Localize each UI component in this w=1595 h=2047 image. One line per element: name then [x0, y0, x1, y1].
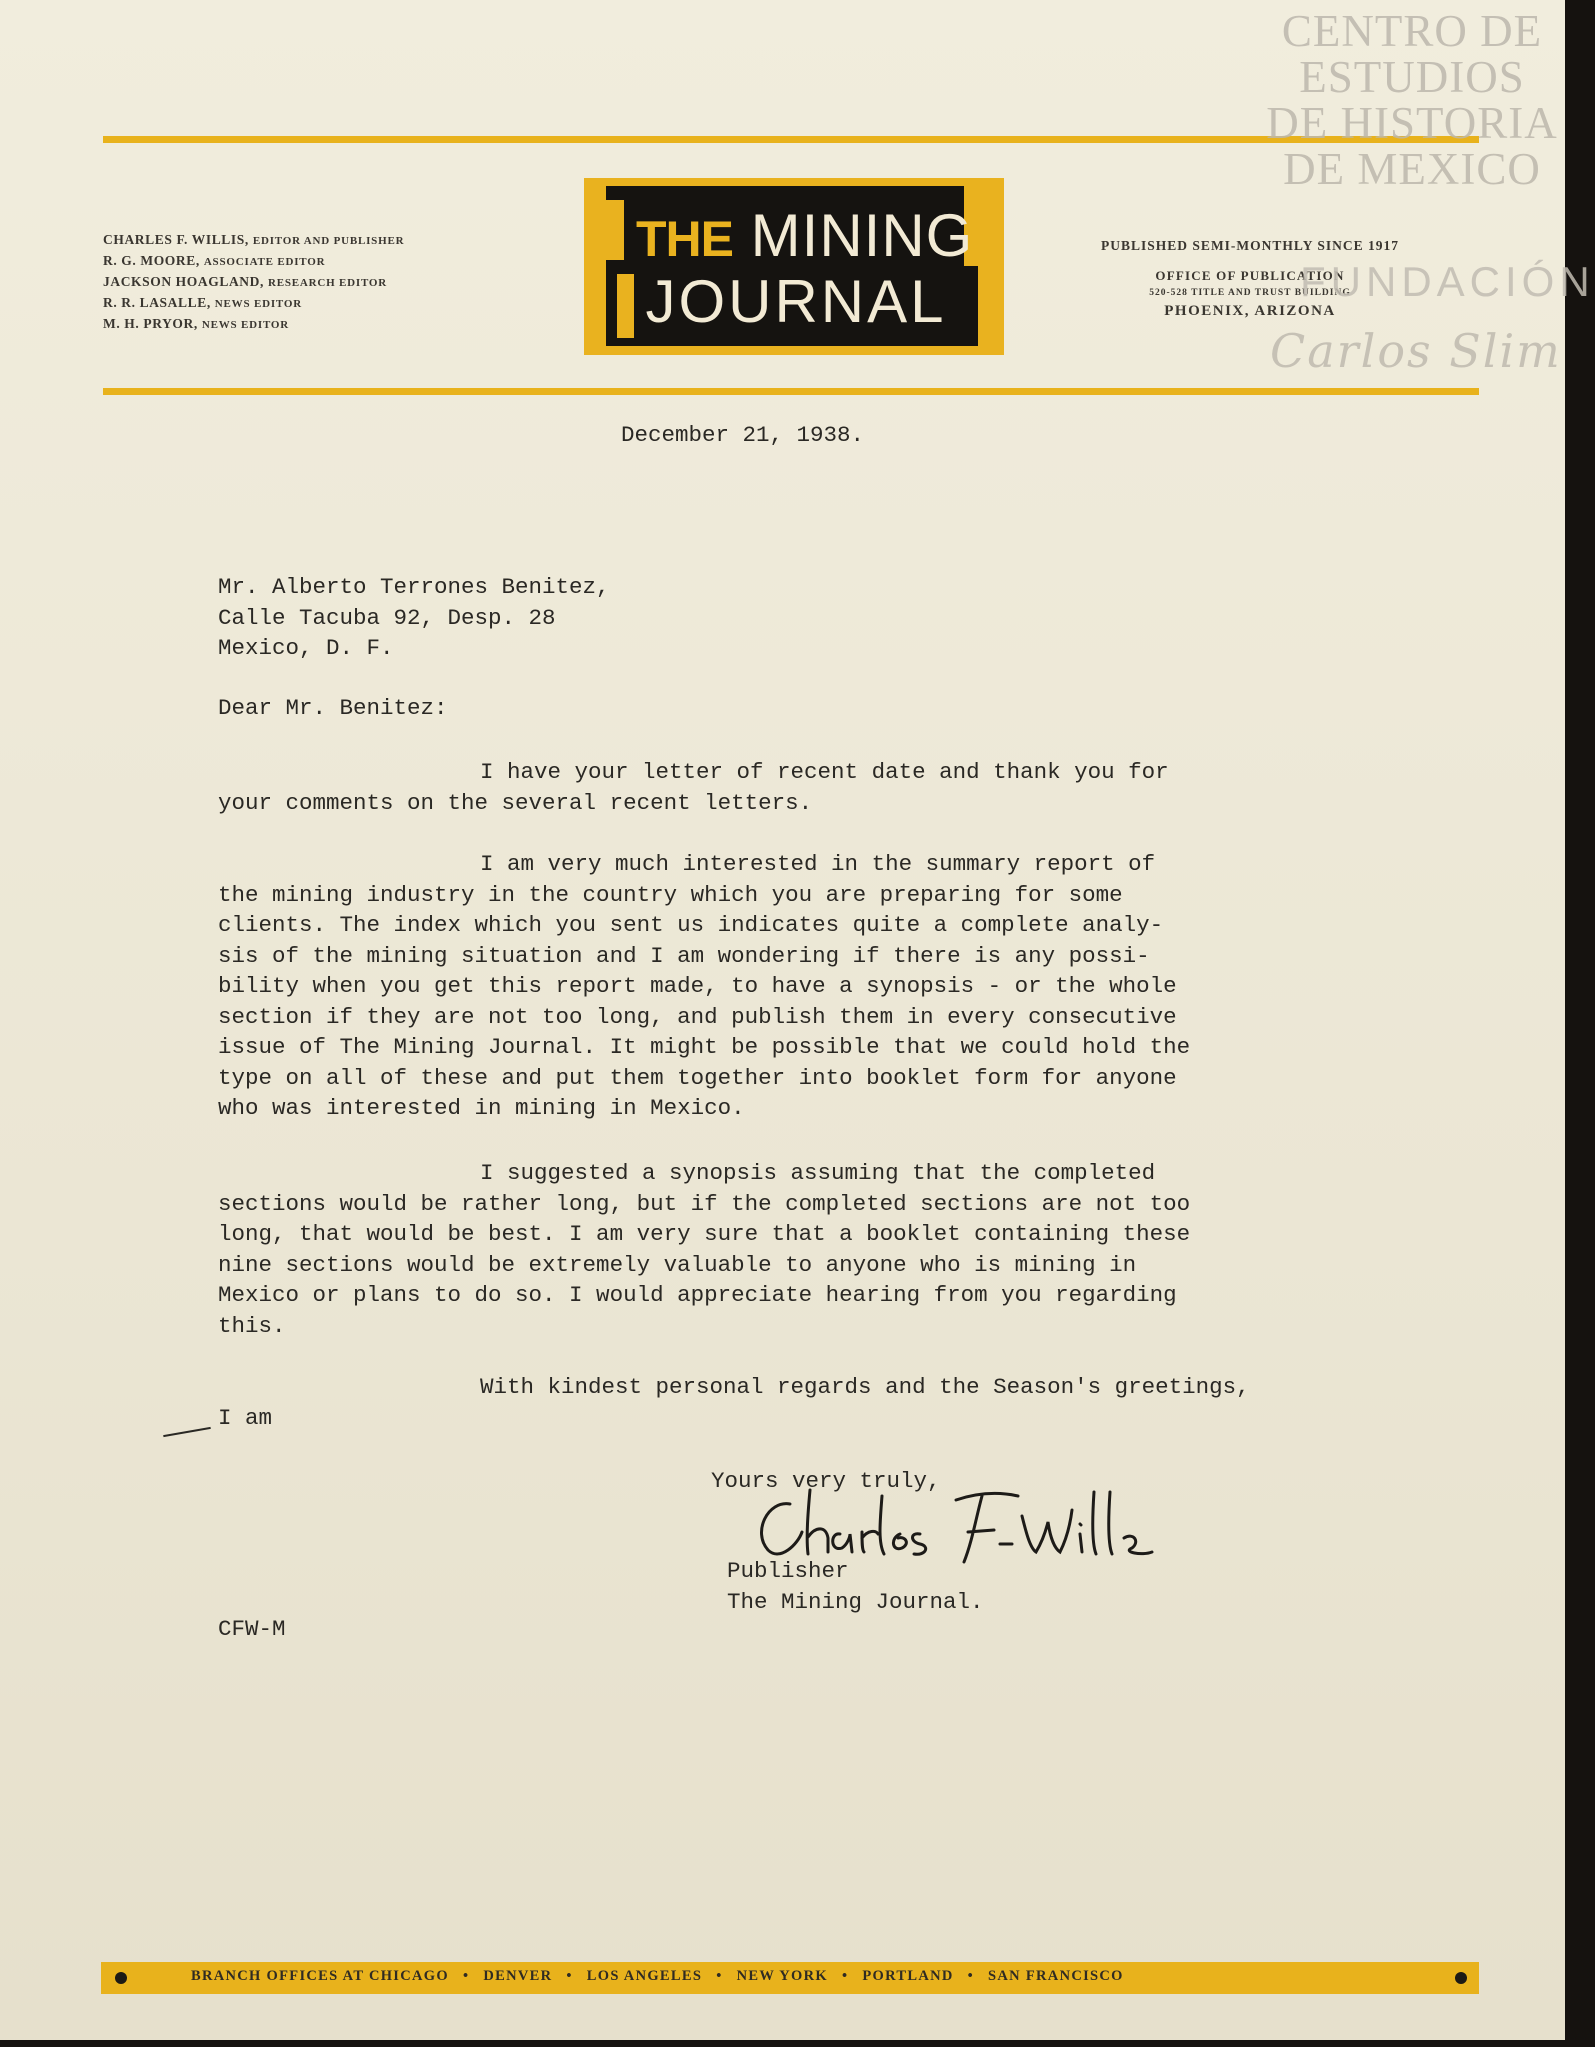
branch-offices-bar: [101, 1962, 1479, 1994]
logo-mining: MINING: [750, 202, 974, 269]
pen-mark: [163, 1427, 211, 1437]
header-bottom-rule: [103, 388, 1479, 395]
closing: Yours very truly,: [711, 1468, 941, 1494]
reference-initials: CFW-M: [218, 1616, 286, 1642]
archive-watermark: CENTRO DE ESTUDIOS DE HISTORIA DE MEXICO: [1266, 6, 1558, 194]
publication-frequency: PUBLISHED SEMI-MONTHLY SINCE 1917: [1101, 238, 1399, 253]
letter-date: December 21, 1938.: [621, 422, 865, 448]
paragraph-2: I am very much interested in the summary report of the mining industry in the country which you are preparing for some clients. The index which you sent us indicates quite a complete analy- sis of the mining situation and I am wondering if there is any possi- bility when you get this report made, to have a synopsis - or the whole section if they are not too long, and publish them in every consecutive issue of The Mining Journal. It might be possible that we could hold the type on all of these and put them together into booklet form for anyone who was interested in mining in Mexico.: [218, 851, 1191, 1121]
logo-the: THE: [636, 211, 733, 267]
publication-building: 520-528 TITLE AND TRUST BUILDING: [1149, 288, 1351, 298]
publication-city: PHOENIX, ARIZONA: [1164, 303, 1336, 319]
signer-title: Publisher The Mining Journal.: [727, 1558, 984, 1615]
watermark-foundation: FUNDACIÓN: [1300, 258, 1595, 305]
paragraph-1: I have your letter of recent date and thank you for your comments on the several recent letters.: [218, 759, 1169, 816]
logo-journal: JOURNAL: [645, 268, 947, 335]
staff-entry: CHARLES F. WILLIS, EDITOR AND PUBLISHER: [103, 232, 405, 247]
staff-list: [103, 230, 404, 335]
recipient-address: Mr. Alberto Terrones Benitez, Calle Tacuba 92, Desp. 28 Mexico, D. F.: [218, 574, 610, 661]
salutation: Dear Mr. Benitez:: [218, 695, 448, 721]
branch-offices-text: BRANCH OFFICES AT CHICAGO • DENVER • LOS ANGELES • NEW YORK • PORTLAND • SAN FRANCISCO: [191, 1968, 1124, 1984]
publication-office: OFFICE OF PUBLICATION: [1155, 268, 1345, 283]
paragraph-4: With kindest personal regards and the Season's greetings, I am: [218, 1374, 1250, 1431]
mining-journal-logo: [584, 178, 1004, 355]
staff-entry: R. G. MOORE, ASSOCIATE EDITOR: [103, 253, 326, 268]
staff-entry: R. R. LASALLE, NEWS EDITOR: [103, 295, 302, 310]
staff-entry: M. H. PRYOR, NEWS EDITOR: [103, 316, 289, 331]
staff-entry: JACKSON HOAGLAND, RESEARCH EDITOR: [103, 274, 388, 289]
paragraph-3: I suggested a synopsis assuming that the completed sections would be rather long, but if the completed sections are not too long, that would be best. I am very sure that a booklet containing these nine sections would be extremely valuable to anyone who is mining in Mexico or plans to do so. I would appreciate hearing from you regarding this.: [218, 1160, 1191, 1339]
watermark-signature: Carlos Slim: [1270, 324, 1562, 378]
